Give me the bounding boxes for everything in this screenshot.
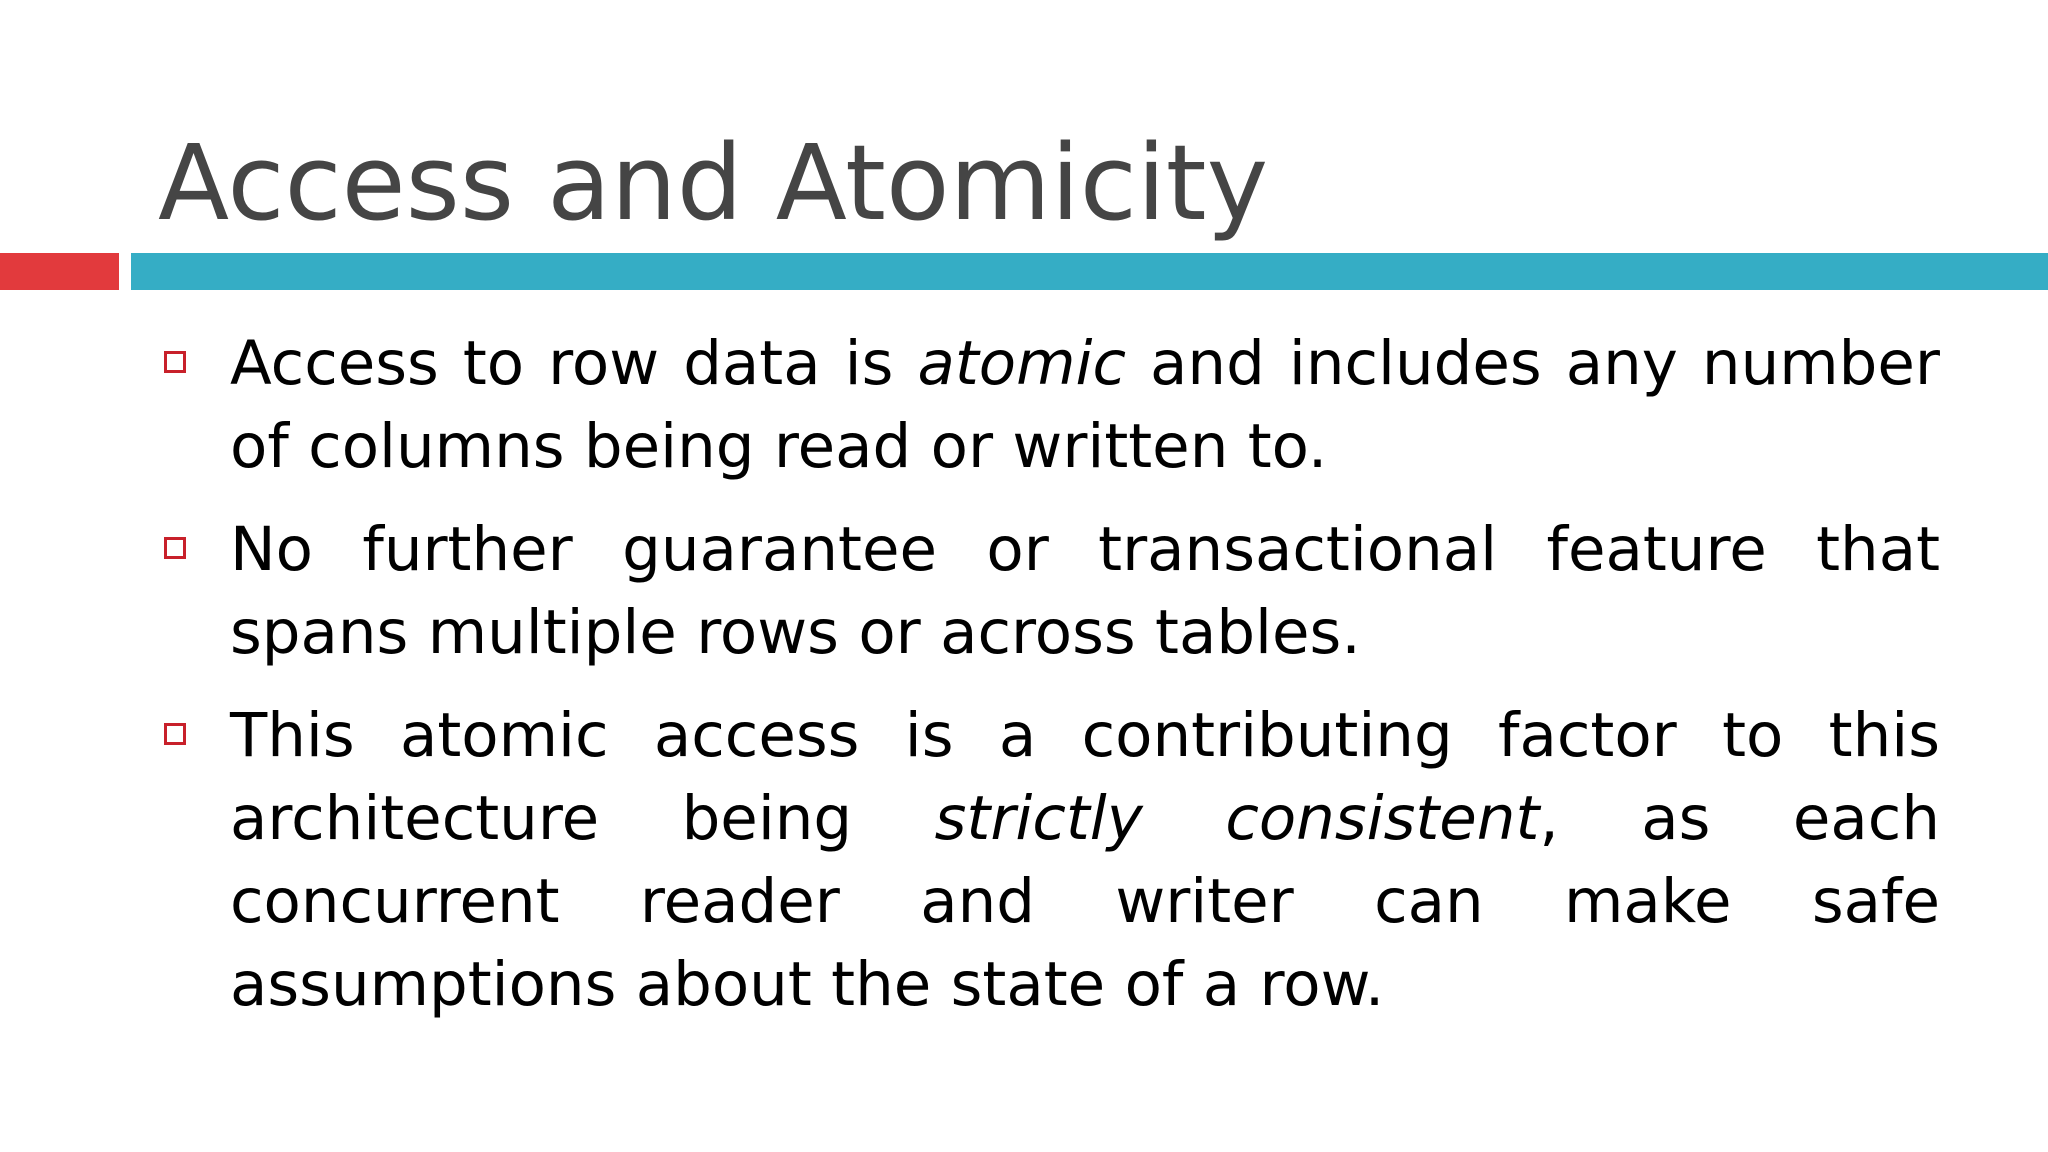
bullet-text xyxy=(230,514,1940,668)
bullet-text-segment: and includes any number of columns being read or written to. xyxy=(230,328,1940,482)
hollow-square-bullet-icon xyxy=(164,537,186,559)
bullet-text-segment: This atomic access is a contributing factor to this architecture being xyxy=(230,700,1940,854)
bullet-text-segment: No further guarantee or transactional feature that spans multiple rows or across tables. xyxy=(230,514,1940,668)
bullet-text-segment: Access to row data is xyxy=(230,328,918,399)
bullet-item xyxy=(150,694,1940,1026)
bullet-text-emphasis: strictly consistent xyxy=(934,783,1540,854)
bullet-item xyxy=(150,508,1940,674)
hollow-square-bullet-icon xyxy=(164,351,186,373)
bullet-item xyxy=(150,322,1940,488)
accent-bar-blue xyxy=(131,253,2048,290)
accent-bar-red xyxy=(0,253,119,290)
bullet-list xyxy=(150,322,1940,1046)
bullet-text xyxy=(230,700,1940,1020)
bullet-text xyxy=(230,328,1940,482)
hollow-square-bullet-icon xyxy=(164,723,186,745)
slide-title: Access and Atomicity xyxy=(158,122,1269,244)
bullet-text-emphasis: atomic xyxy=(917,328,1126,399)
bullet-text-segment: , as each concurrent reader and writer can make safe assumptions about the state of a row. xyxy=(230,783,1940,1020)
